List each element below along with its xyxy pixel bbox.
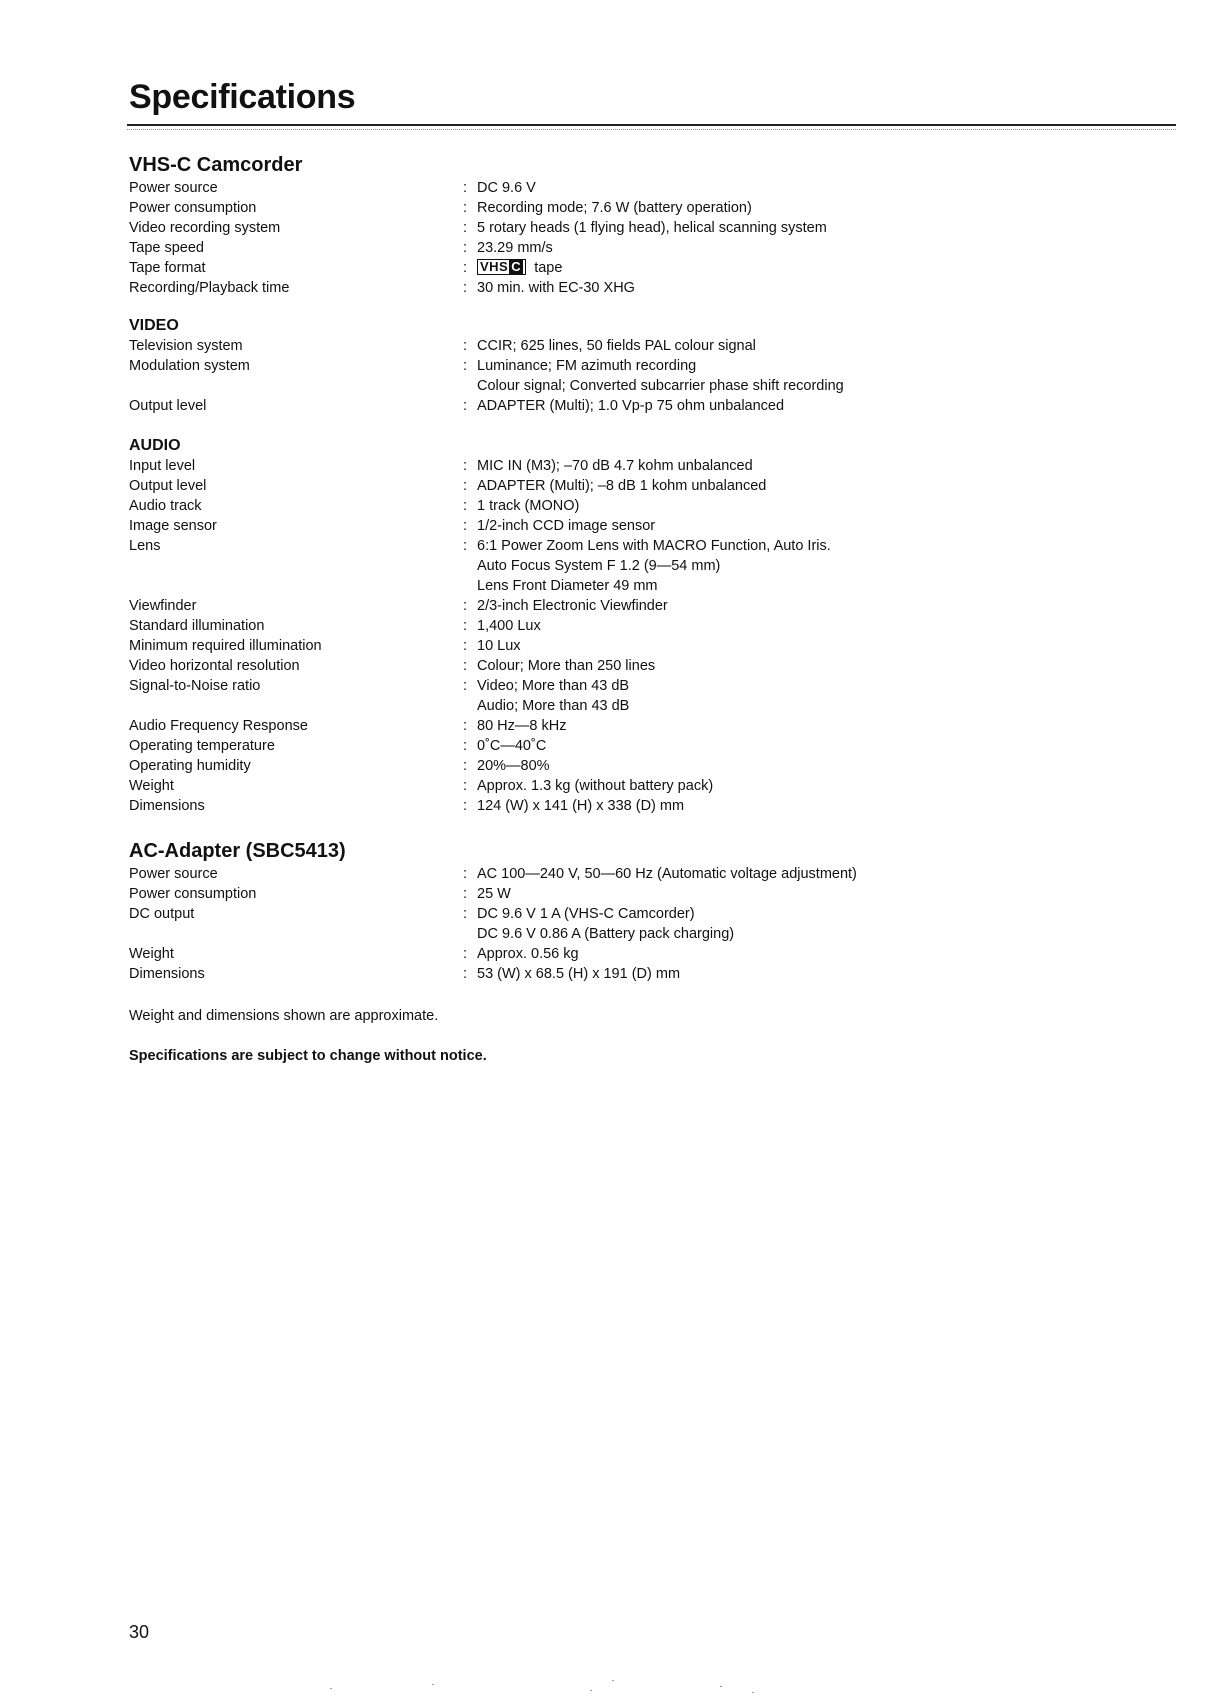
spec-row xyxy=(129,516,1129,536)
spec-colon: : xyxy=(463,518,468,534)
spec-values xyxy=(477,864,1129,884)
spec-value: 25 W xyxy=(477,886,511,902)
audio-section xyxy=(129,436,1129,596)
spec-value: Approx. 0.56 kg xyxy=(477,946,579,962)
title-rule xyxy=(127,124,1176,126)
spec-label: Audio track xyxy=(129,498,202,514)
spec-row xyxy=(129,636,1129,656)
vhs-logo-text: VHS xyxy=(480,259,509,274)
spec-colon: : xyxy=(463,478,468,494)
page-title: Specifications xyxy=(129,78,356,116)
camcorder-heading: VHS-C Camcorder xyxy=(129,154,303,176)
spec-label: Video horizontal resolution xyxy=(129,658,300,674)
spec-row xyxy=(129,656,1129,676)
spec-label: Video recording system xyxy=(129,220,281,236)
spec-colon: : xyxy=(463,638,468,654)
spec-row xyxy=(129,198,1129,218)
spec-values xyxy=(477,776,1129,796)
spec-values xyxy=(477,258,1129,278)
spec-values xyxy=(477,356,1129,396)
spec-value: ADAPTER (Multi); 1.0 Vp-p 75 ohm unbalanced xyxy=(477,398,785,414)
spec-value: 6:1 Power Zoom Lens with MACRO Function, Auto Iris. xyxy=(477,538,831,554)
spec-row xyxy=(129,776,1129,796)
spec-value: Video; More than 43 dB xyxy=(477,678,630,694)
spec-row xyxy=(129,476,1129,496)
spec-colon: : xyxy=(463,260,468,276)
spec-colon: : xyxy=(463,798,468,814)
spec-label: Viewfinder xyxy=(129,598,197,614)
spec-value: DC 9.6 V xyxy=(477,180,536,196)
video-section xyxy=(129,316,1129,416)
spec-label: Power consumption xyxy=(129,886,257,902)
spec-row xyxy=(129,716,1129,736)
spec-values xyxy=(477,756,1129,776)
spec-label: Lens xyxy=(129,538,161,554)
spec-values xyxy=(477,636,1129,656)
spec-label: DC output xyxy=(129,906,195,922)
spec-label: Recording/Playback time xyxy=(129,280,290,296)
spec-value: Audio; More than 43 dB xyxy=(477,698,630,714)
spec-value: 53 (W) x 68.5 (H) x 191 (D) mm xyxy=(477,966,681,982)
spec-values xyxy=(477,736,1129,756)
change-notice: Specifications are subject to change without notice. xyxy=(129,1048,487,1064)
spec-colon: : xyxy=(463,906,468,922)
spec-row xyxy=(129,676,1129,716)
spec-colon: : xyxy=(463,358,468,374)
spec-label: Weight xyxy=(129,778,174,794)
spec-label: Tape speed xyxy=(129,240,204,256)
spec-colon: : xyxy=(463,498,468,514)
spec-colon: : xyxy=(463,458,468,474)
spec-value: 124 (W) x 141 (H) x 338 (D) mm xyxy=(477,798,685,814)
spec-value: MIC IN (M3); –70 dB 4.7 kohm unbalanced xyxy=(477,458,753,474)
spec-colon: : xyxy=(463,338,468,354)
spec-row xyxy=(129,496,1129,516)
spec-value: Colour; More than 250 lines xyxy=(477,658,656,674)
spec-row xyxy=(129,278,1129,298)
spec-label: Operating humidity xyxy=(129,758,251,774)
spec-colon: : xyxy=(463,200,468,216)
spec-colon: : xyxy=(463,538,468,554)
spec-colon: : xyxy=(463,598,468,614)
spec-colon: : xyxy=(463,618,468,634)
spec-row xyxy=(129,356,1129,396)
spec-colon: : xyxy=(463,758,468,774)
audio-heading: AUDIO xyxy=(129,437,181,454)
spec-label: Signal-to-Noise ratio xyxy=(129,678,261,694)
spec-row xyxy=(129,238,1129,258)
spec-colon: : xyxy=(463,180,468,196)
spec-value: Auto Focus System F 1.2 (9—54 mm) xyxy=(477,558,721,574)
spec-value: DC 9.6 V 0.86 A (Battery pack charging) xyxy=(477,926,735,942)
spec-label: Image sensor xyxy=(129,518,217,534)
spec-label: Power source xyxy=(129,866,218,882)
spec-row xyxy=(129,944,1129,964)
spec-label: Operating temperature xyxy=(129,738,275,754)
spec-values xyxy=(477,218,1129,238)
spec-label: Weight xyxy=(129,946,174,962)
spec-colon: : xyxy=(463,778,468,794)
spec-value: Lens Front Diameter 49 mm xyxy=(477,578,658,594)
spec-values xyxy=(477,884,1129,904)
spec-label: Dimensions xyxy=(129,966,205,982)
spec-value-text: tape xyxy=(534,260,563,276)
spec-colon: : xyxy=(463,280,468,296)
spec-values xyxy=(477,516,1129,536)
approximate-note: Weight and dimensions shown are approximate. xyxy=(129,1008,439,1024)
spec-row xyxy=(129,178,1129,198)
spec-values xyxy=(477,198,1129,218)
spec-value: 10 Lux xyxy=(477,638,521,654)
scan-speck xyxy=(720,1686,722,1687)
spec-row xyxy=(129,904,1129,944)
spec-colon: : xyxy=(463,658,468,674)
spec-value: Approx. 1.3 kg (without battery pack) xyxy=(477,778,714,794)
spec-values xyxy=(477,656,1129,676)
spec-values xyxy=(477,676,1129,716)
camcorder-section xyxy=(129,152,1129,298)
spec-colon: : xyxy=(463,886,468,902)
spec-row xyxy=(129,218,1129,238)
spec-value: Luminance; FM azimuth recording xyxy=(477,358,697,374)
spec-row xyxy=(129,336,1129,356)
spec-label: Television system xyxy=(129,338,243,354)
page-number: 30 xyxy=(129,1622,150,1642)
spec-values xyxy=(477,476,1129,496)
spec-row xyxy=(129,864,1129,884)
spec-row xyxy=(129,396,1129,416)
spec-colon: : xyxy=(463,966,468,982)
vhs-logo-c: C xyxy=(511,259,522,274)
scan-speck xyxy=(612,1680,614,1681)
spec-label: Modulation system xyxy=(129,358,250,374)
spec-value: 80 Hz—8 kHz xyxy=(477,718,567,734)
vhs-c-logo-icon xyxy=(477,259,526,275)
scan-speck xyxy=(432,1684,434,1685)
spec-row xyxy=(129,616,1129,636)
spec-label: Input level xyxy=(129,458,196,474)
spec-label: Output level xyxy=(129,398,207,414)
spec-values xyxy=(477,616,1129,636)
spec-value: 30 min. with EC-30 XHG xyxy=(477,280,635,296)
spec-values xyxy=(477,536,1129,596)
title-rule-dotted xyxy=(127,129,1176,130)
spec-colon: : xyxy=(463,678,468,694)
spec-row xyxy=(129,536,1129,596)
spec-colon: : xyxy=(463,946,468,962)
spec-values xyxy=(477,456,1129,476)
spec-colon: : xyxy=(463,240,468,256)
spec-colon: : xyxy=(463,718,468,734)
spec-values xyxy=(477,796,1129,816)
spec-value: CCIR; 625 lines, 50 fields PAL colour signal xyxy=(477,338,756,354)
spec-value: 1,400 Lux xyxy=(477,618,541,634)
spec-values xyxy=(477,904,1129,944)
spec-label: Power consumption xyxy=(129,200,257,216)
spec-colon: : xyxy=(463,220,468,236)
spec-row xyxy=(129,796,1129,816)
spec-colon: : xyxy=(463,738,468,754)
spec-label: Output level xyxy=(129,478,207,494)
spec-value: 0˚C—40˚C xyxy=(477,738,547,754)
spec-value: 23.29 mm/s xyxy=(477,240,553,256)
spec-value: ADAPTER (Multi); –8 dB 1 kohm unbalanced xyxy=(477,478,767,494)
spec-label: Dimensions xyxy=(129,798,205,814)
audio-section-environment xyxy=(129,716,1129,816)
spec-values xyxy=(477,178,1129,198)
adapter-heading: AC-Adapter (SBC5413) xyxy=(129,840,346,862)
scan-speck xyxy=(752,1692,754,1693)
spec-values xyxy=(477,716,1129,736)
scan-speck xyxy=(590,1690,592,1691)
audio-section-optics xyxy=(129,596,1129,716)
spec-label: Minimum required illumination xyxy=(129,638,322,654)
spec-value: Recording mode; 7.6 W (battery operation) xyxy=(477,200,752,216)
spec-value: 1 track (MONO) xyxy=(477,498,580,514)
spec-value: 20%—80% xyxy=(477,758,550,774)
spec-label: Audio Frequency Response xyxy=(129,718,308,734)
adapter-section xyxy=(129,838,1129,984)
spec-value: 2/3-inch Electronic Viewfinder xyxy=(477,598,668,614)
spec-values xyxy=(477,396,1129,416)
spec-row xyxy=(129,884,1129,904)
spec-values xyxy=(477,238,1129,258)
spec-values xyxy=(477,944,1129,964)
spec-values xyxy=(477,596,1129,616)
spec-row xyxy=(129,596,1129,616)
scan-speck xyxy=(330,1688,332,1689)
spec-value: AC 100—240 V, 50—60 Hz (Automatic voltage adjustment) xyxy=(477,866,857,882)
spec-label: Tape format xyxy=(129,260,206,276)
spec-colon: : xyxy=(463,398,468,414)
spec-row xyxy=(129,964,1129,984)
spec-values xyxy=(477,278,1129,298)
spec-value xyxy=(477,258,1129,278)
spec-values xyxy=(477,496,1129,516)
spec-value: 1/2-inch CCD image sensor xyxy=(477,518,656,534)
spec-value: Colour signal; Converted subcarrier phase shift recording xyxy=(477,378,844,394)
spec-value: 5 rotary heads (1 flying head), helical scanning system xyxy=(477,220,827,236)
spec-row xyxy=(129,258,1129,278)
spec-value: DC 9.6 V 1 A (VHS-C Camcorder) xyxy=(477,906,695,922)
spec-values xyxy=(477,336,1129,356)
spec-label: Standard illumination xyxy=(129,618,265,634)
spec-row xyxy=(129,736,1129,756)
spec-label: Power source xyxy=(129,180,218,196)
spec-values xyxy=(477,964,1129,984)
spec-row xyxy=(129,456,1129,476)
spec-row xyxy=(129,756,1129,776)
video-heading: VIDEO xyxy=(129,317,179,334)
spec-colon: : xyxy=(463,866,468,882)
